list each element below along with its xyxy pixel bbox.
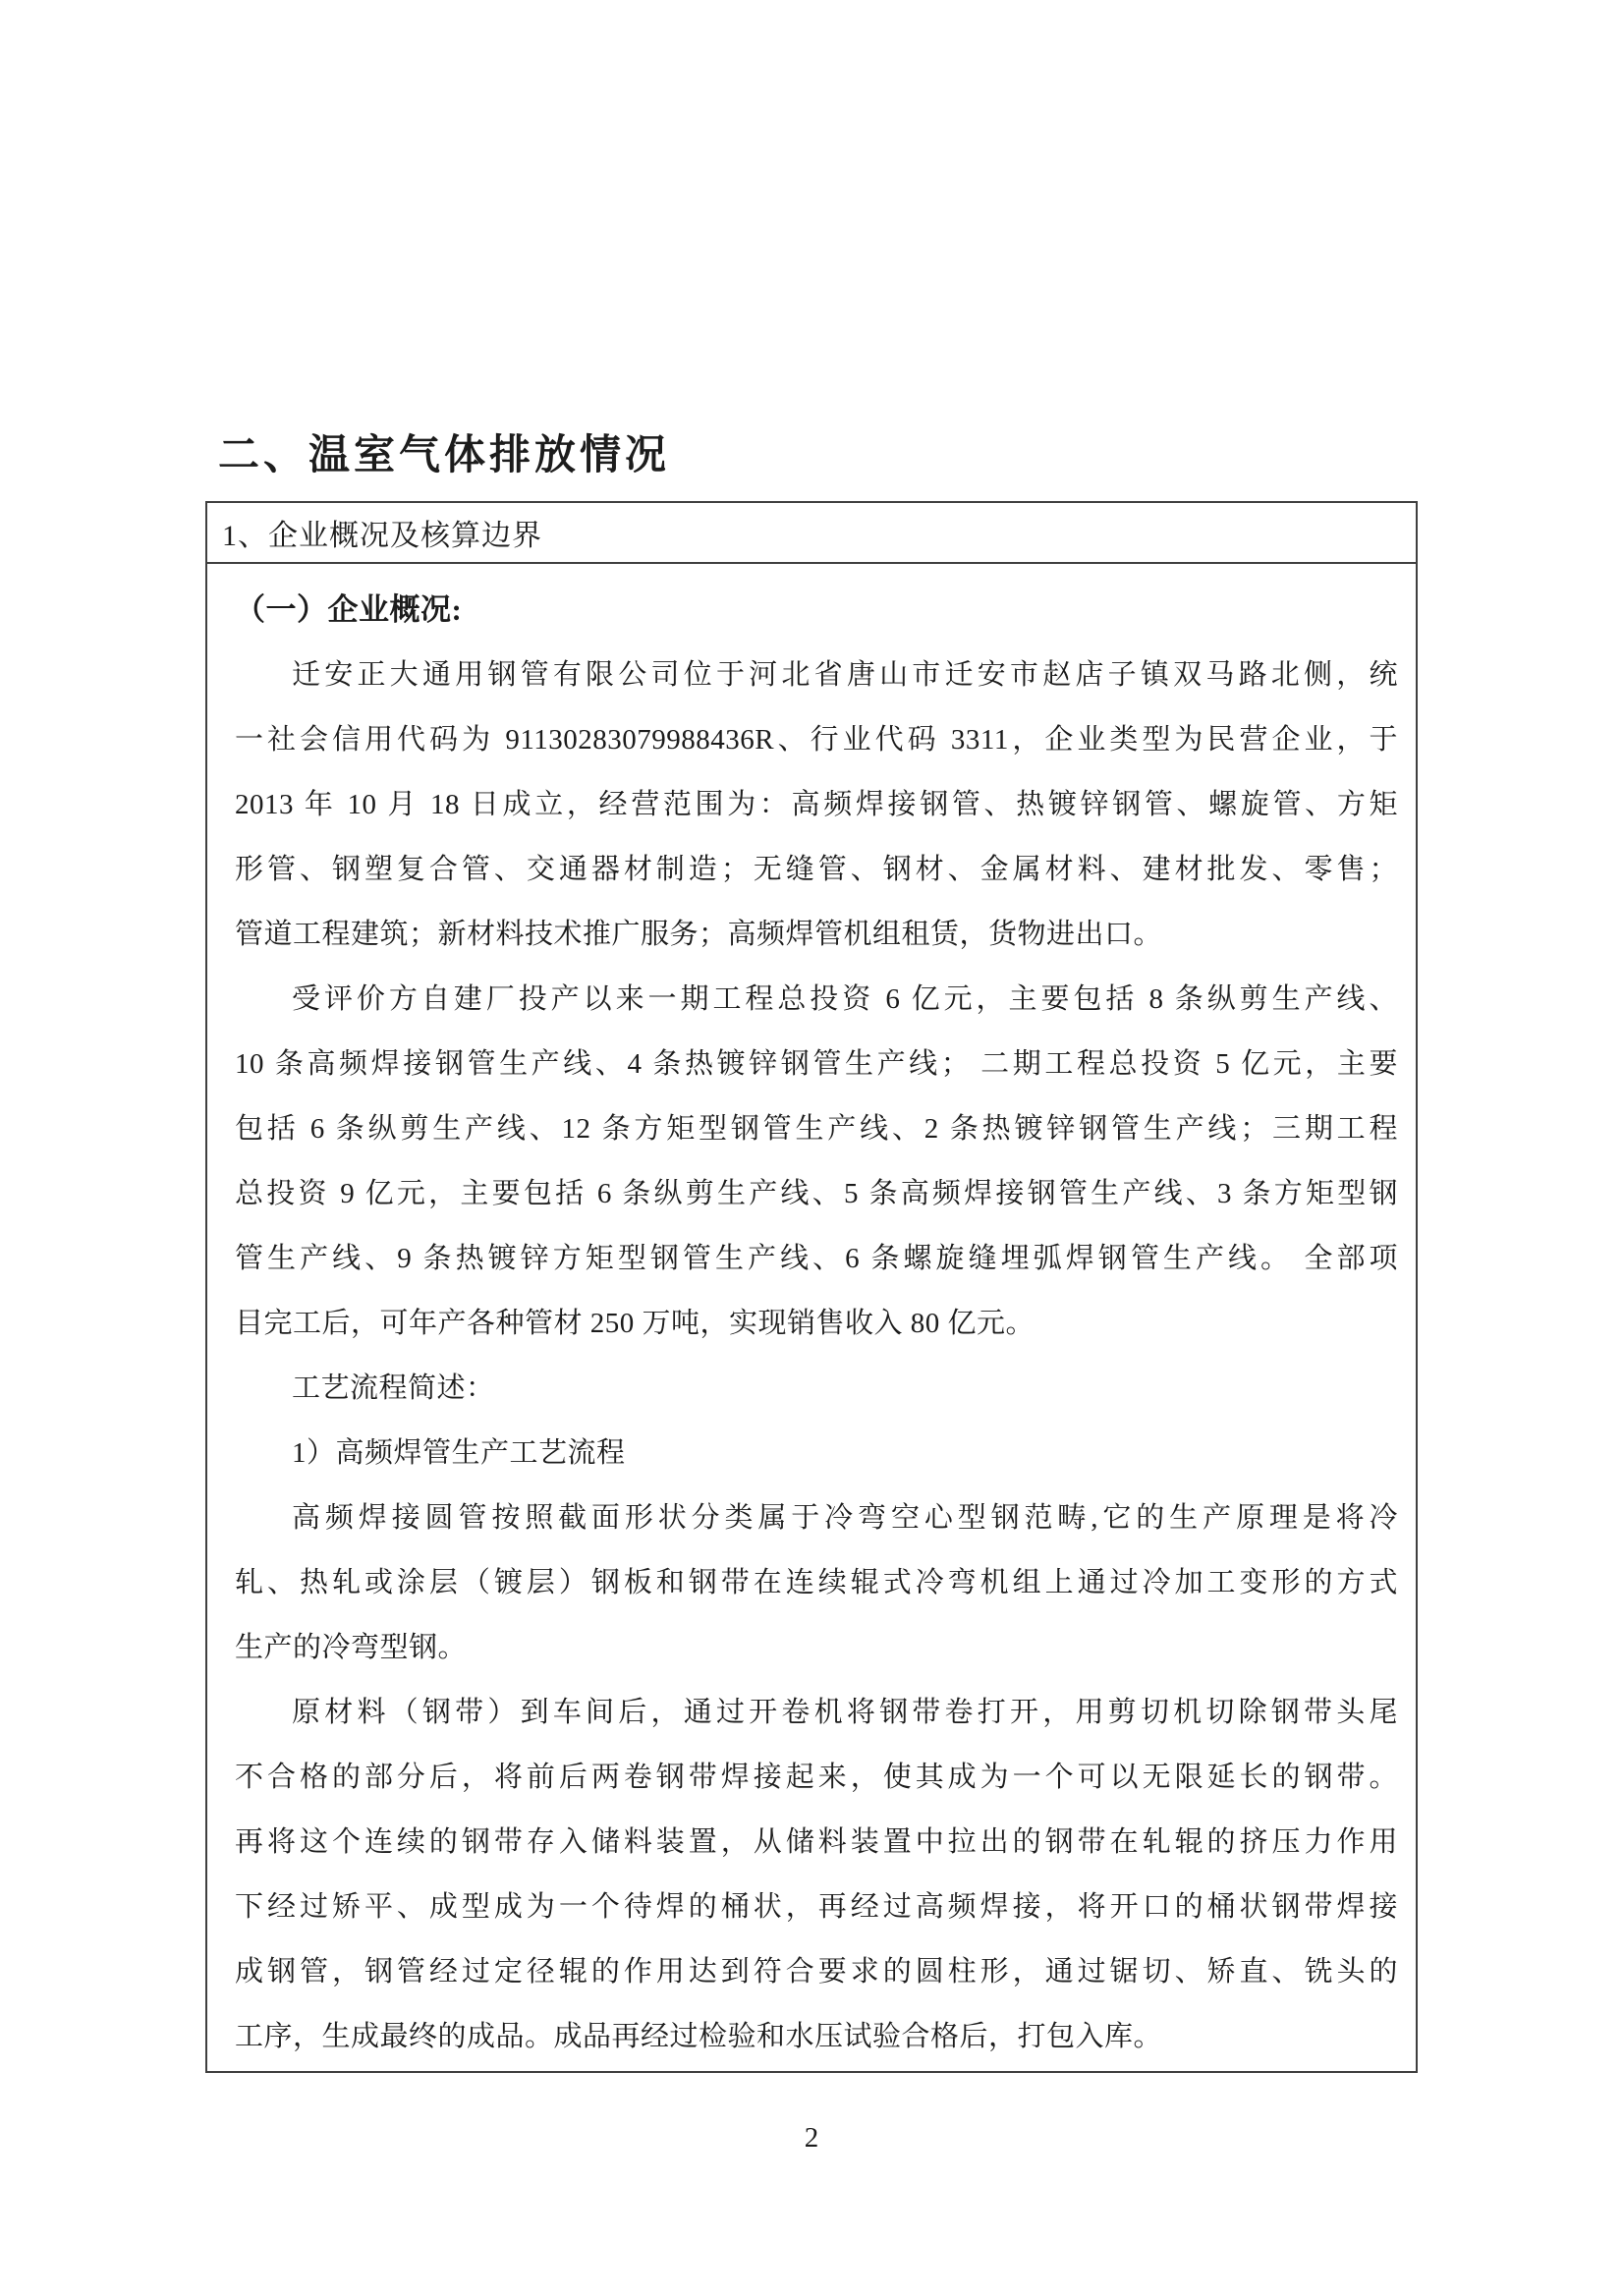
text-line: 原材料（钢带）到车间后，通过开卷机将钢带卷打开，用剪切机切除钢带头尾: [292, 1697, 1398, 1728]
text-line: 不合格的部分后，将前后两卷钢带焊接起来，使其成为一个可以无限延长的钢带。: [235, 1762, 1398, 1793]
table-header-cell: 1、企业概况及核算边界: [207, 503, 1416, 564]
text-line: 管生产线、9 条热镀锌方矩型钢管生产线、6 条螺旋缝埋弧焊钢管生产线。 全部项: [235, 1243, 1398, 1274]
text-line: 目完工后，可年产各种管材 250 万吨，实现销售收入 80 亿元。: [235, 1308, 1035, 1339]
text-line: （一）企业概况:: [235, 592, 463, 627]
text-line: 成钢管，钢管经过定径辊的作用达到符合要求的圆柱形，通过锯切、矫直、铣头的: [235, 1956, 1398, 1988]
text-line: 再将这个连续的钢带存入储料装置，从储料装置中拉出的钢带在轧辊的挤压力作用: [235, 1826, 1398, 1858]
text-line: 2013 年 10 月 18 日成立，经营范围为：高频焊接钢管、热镀锌钢管、螺旋管、方矩: [235, 789, 1398, 820]
text-line: 一社会信用代码为 91130283079988436R、行业代码 3311，企业类型为民营企业，于: [235, 724, 1398, 756]
text-line: 10 条高频焊接钢管生产线、4 条热镀锌钢管生产线； 二期工程总投资 5 亿元，主要: [235, 1048, 1398, 1080]
text-line: 1）高频焊管生产工艺流程: [292, 1437, 626, 1469]
table-body-cell: [207, 564, 1416, 2069]
text-line: 形管、钢塑复合管、交通器材制造；无缝管、钢材、金属材料、建材批发、零售；: [235, 854, 1398, 885]
text-line: 工艺流程简述：: [292, 1372, 495, 1404]
enterprise-overview-table: [205, 501, 1418, 2073]
text-line: 包括 6 条纵剪生产线、12 条方矩型钢管生产线、2 条热镀锌钢管生产线；三期工程: [235, 1113, 1398, 1145]
text-line: 生产的冷弯型钢。: [235, 1632, 468, 1663]
page-number: 2: [804, 2122, 819, 2154]
text-line: 管道工程建筑；新材料技术推广服务；高频焊管机组租赁，货物进出口。: [235, 919, 1163, 950]
text-line: 下经过矫平、成型成为一个待焊的桶状，再经过高频焊接，将开口的桶状钢带焊接: [235, 1891, 1398, 1923]
text-line: 迁安正大通用钢管有限公司位于河北省唐山市迁安市赵店子镇双马路北侧，统: [292, 659, 1398, 691]
text-line: 高频焊接圆管按照截面形状分类属于冷弯空心型钢范畴,它的生产原理是将冷: [292, 1502, 1398, 1534]
text-line: 总投资 9 亿元，主要包括 6 条纵剪生产线、5 条高频焊接钢管生产线、3 条方矩型钢: [235, 1178, 1398, 1209]
section-title: 二、温室气体排放情况: [218, 433, 671, 478]
text-line: 轧、热轧或涂层（镀层）钢板和钢带在连续辊式冷弯机组上通过冷加工变形的方式: [235, 1567, 1398, 1598]
text-line: 工序，生成最终的成品。成品再经过检验和水压试验合格后，打包入库。: [235, 2021, 1163, 2052]
text-line: 受评价方自建厂投产以来一期工程总投资 6 亿元，主要包括 8 条纵剪生产线、: [292, 983, 1398, 1015]
